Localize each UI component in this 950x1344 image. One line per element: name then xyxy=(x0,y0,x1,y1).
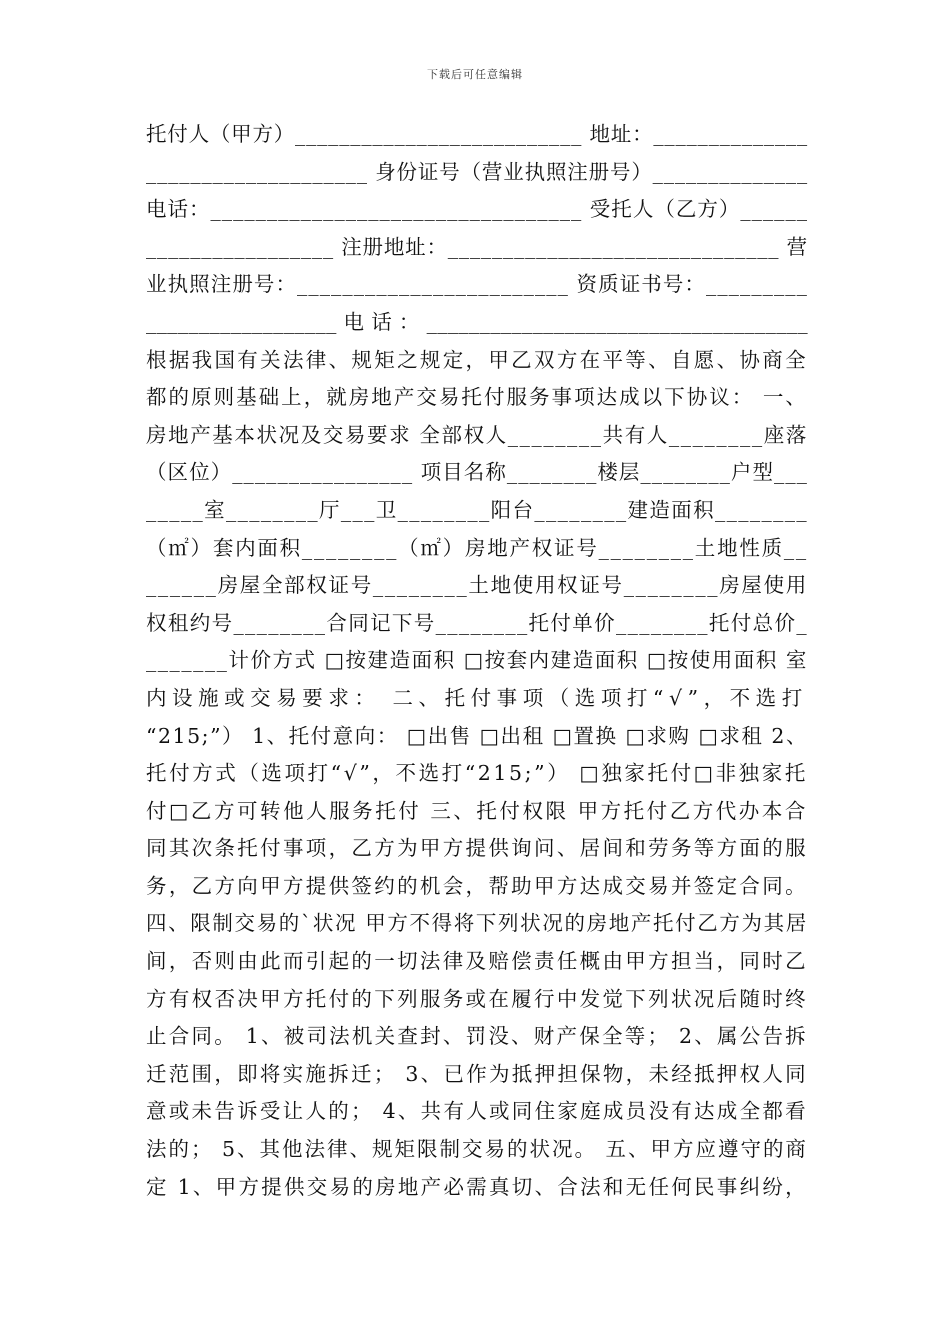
text-line: 付□乙方可转他人服务托付 三、托付权限 甲方托付乙方代办本合 xyxy=(146,798,808,823)
text-line: 内设施或交易要求： 二、托付事项（选项打“√”，不选打 xyxy=(146,685,808,710)
text-line: 止合同。 1、被司法机关查封、罚没、财产保全等； 2、属公告拆 xyxy=(146,1024,808,1049)
text-line: 权租约号________合同记下号________托付单价________托付总价_ xyxy=(146,610,808,635)
text-line: 法的； 5、其他法律、规矩限制交易的状况。 五、甲方应遵守的商 xyxy=(146,1137,808,1162)
text-line: __________________ 电 话 ： ____________________________________ xyxy=(146,309,808,334)
text-line: _________________ 注册地址：______________________________ 营 xyxy=(146,234,808,259)
text-line: 业执照注册号：________________________ 资质证书号：_________ xyxy=(146,272,808,297)
text-line: 根据我国有关法律、规矩之规定，甲乙双方在平等、自愿、协商全 xyxy=(146,347,808,372)
text-line: 房地产基本状况及交易要求 全部权人________共有人________座落 xyxy=(146,422,808,447)
text-line: 方有权否决甲方托付的下列服务或在履行中发觉下列状况后随时终 xyxy=(146,986,808,1011)
text-line: 四、限制交易的`状况 甲方不得将下列状况的房地产托付乙方为其居 xyxy=(146,911,808,936)
text-line: 意或未告诉受让人的； 4、共有人或同住家庭成员没有达成全都看 xyxy=(146,1099,808,1124)
text-line: ______房屋全部权证号________土地使用权证号________房屋使用 xyxy=(146,573,808,598)
text-line: （区位）________________ 项目名称________楼层________户型___ xyxy=(146,460,808,485)
text-line: 同其次条托付事项，乙方为甲方提供询问、居间和劳务等方面的服 xyxy=(146,836,808,861)
text-line: 间，否则由此而引起的一切法律及赔偿责任概由甲方担当，同时乙 xyxy=(146,949,808,974)
text-line: 定 1、甲方提供交易的房地产必需真切、合法和无任何民事纠纷， xyxy=(146,1174,808,1199)
text-line: “215;”） 1、托付意向： □出售 □出租 □置换 □求购 □求租 2、 xyxy=(146,723,808,748)
text-line: 托付人（甲方）__________________________ 地址：______________ xyxy=(146,122,808,146)
text-line: 都的原则基础上，就房地产交易托付服务事项达成以下协议： 一、 xyxy=(146,385,808,410)
text-line: 迁范围，即将实施拆迁； 3、已作为抵押担保物，未经抵押权人同 xyxy=(146,1061,808,1086)
page-header-note: 下载后可任意编辑 xyxy=(427,68,523,81)
text-line: 务，乙方向甲方提供签约的机会，帮助甲方达成交易并签定合同。 xyxy=(146,873,808,898)
text-line: ____________________ 身份证号（营业执照注册号）______________ xyxy=(146,159,808,184)
text-line: _______计价方式 □按建造面积 □按套内建造面积 □按使用面积 室 xyxy=(146,648,808,673)
text-line: （㎡）套内面积________（㎡）房地产权证号________土地性质__ xyxy=(146,535,808,560)
text-line: 电话：_________________________________ 受托人（乙方）______ xyxy=(146,197,808,222)
contract-body xyxy=(146,116,808,1206)
text-line: _____室________厅___卫________阳台________建造面积________ xyxy=(146,497,808,522)
text-line: 托付方式（选项打“√”，不选打“215;”） □独家托付□非独家托 xyxy=(146,761,808,786)
